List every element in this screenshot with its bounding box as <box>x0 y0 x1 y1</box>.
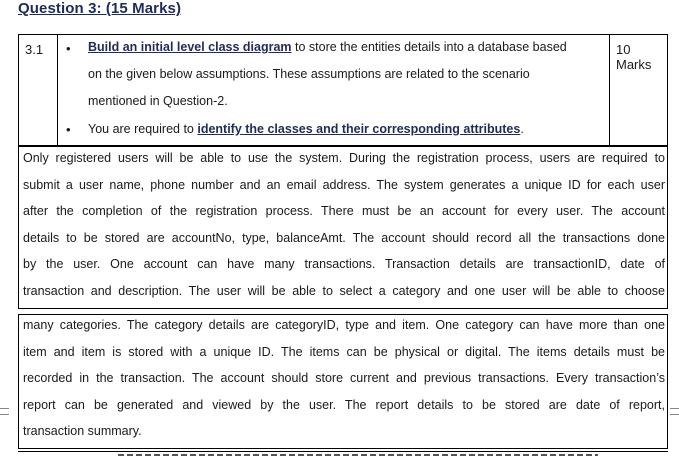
scenario-line: transaction summary. <box>23 424 142 438</box>
identify-classes-link[interactable]: identify the classes and their corresponding attributes <box>197 122 521 136</box>
question-marks: 10 Marks <box>609 35 669 147</box>
scenario-line: details to be stored are accountNo, type, balanceAmt. The account should record all the transactions done <box>23 231 665 245</box>
scenario-box-1 <box>18 146 668 309</box>
bullet-dot: • <box>66 122 71 137</box>
scenario-line: many categories. The category details are categoryID, type and item. One category can have more than one <box>23 318 665 332</box>
question-heading: Question 3: (15 Marks) <box>18 0 182 17</box>
class-diagram-link[interactable]: Build an initial level class diagram <box>88 40 292 54</box>
bullet1-line3: mentioned in Question-2. <box>88 94 228 108</box>
bullet1-line1: Build an initial level class diagram to store the entities details into a database based <box>88 40 567 54</box>
scenario-line: by the user. One account can have many transactions. Transaction details are transactionID, date of <box>23 257 665 271</box>
question-number: 3.1 <box>19 35 58 147</box>
bullet1-line2: on the given below assumptions. These assumptions are related to the scenario <box>88 67 530 81</box>
bullet2-line: You are required to identify the classes and their corresponding attributes. <box>88 122 524 136</box>
right-margin-marker <box>670 408 679 415</box>
next-table-row-cut <box>18 451 668 469</box>
scenario-line: Only registered users will be able to use the system. During the registration process, users are required to <box>23 151 665 165</box>
scenario-line: submit a user name, phone number and an email address. The system generates a unique ID for each user <box>23 178 665 192</box>
scenario-line: transaction and description. The user will be able to select a category and one user will be able to choose <box>23 284 665 298</box>
scenario-line: after the completion of the registration process. There must be an account for every user. The account <box>23 204 665 218</box>
scenario-line: report can be generated and viewed by the user. The report details to be stored are date of report, <box>23 398 665 412</box>
question-body <box>58 35 610 147</box>
scenario-box-2 <box>18 314 668 449</box>
left-margin-marker <box>0 408 9 415</box>
scenario-line: item and item is stored with a unique ID. The items can be physical or digital. The items details must be <box>23 345 665 359</box>
scenario-line: recorded in the transaction. The account should store current and previous transactions. Every transaction’s <box>23 371 665 385</box>
bullet-dot: • <box>66 41 71 56</box>
cut-off-text <box>118 453 598 457</box>
question-table <box>18 34 668 146</box>
